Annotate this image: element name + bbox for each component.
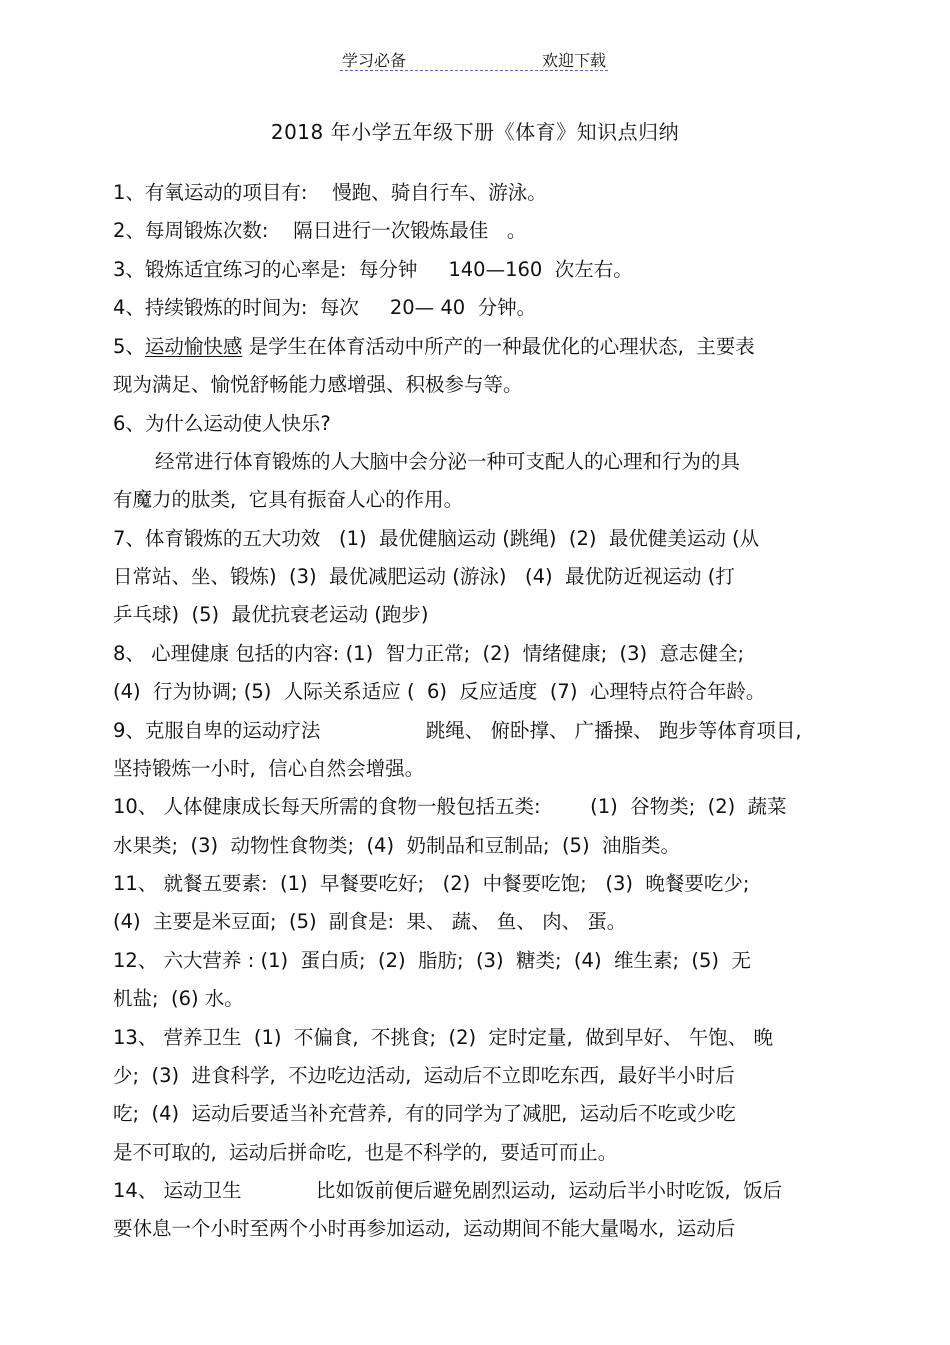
item-13-line-4: 是不可取的, 运动后拼命吃, 也是不科学的, 要适可而止。	[113, 1141, 618, 1164]
item-14-line-1: 14、 运动卫生 比如饭前便后避免剧烈运动, 运动后半小时吃饭, 饭后	[113, 1179, 783, 1202]
item-5-line-1	[113, 335, 755, 359]
item-6-answer-line-1: 经常进行体育锻炼的人大脑中会分泌一种可支配人的心理和行为的具	[155, 450, 741, 473]
page-header	[340, 48, 608, 71]
header-right-text: 欢迎下载	[541, 51, 606, 70]
item-13-line-3: 吃; (4) 运动后要适当补充营养, 有的同学为了减肥, 运动后不吃或少吃	[113, 1102, 736, 1125]
item-4-line: 4、持续锻炼的时间为: 每次 20— 40 分钟。	[113, 296, 537, 319]
item-7-line-2: 日常站、坐、锻炼) (3) 最优减肥运动 (游泳) (4) 最优防近视运动 (打	[113, 565, 735, 588]
item-7-line-1: 7、体育锻炼的五大功效 (1) 最优健脑运动 (跳绳) (2) 最优健美运动 (从	[113, 527, 760, 550]
item-12-line-2: 机盐; (6) 水。	[113, 987, 244, 1010]
item-8-line-2: (4) 行为协调; (5) 人际关系适应 ( 6) 反应适度 (7) 心理特点符合年龄。	[113, 680, 766, 703]
item-10-line-2: 水果类; (3) 动物性食物类; (4) 奶制品和豆制品; (5) 油脂类。	[113, 834, 680, 857]
item-8-line-1: 8、 心理健康 包括的内容: (1) 智力正常; (2) 情绪健康; (3) 意志健全;	[113, 642, 745, 665]
item-9-line-1: 9、克服自卑的运动疗法 跳绳、 俯卧撑、 广播操、 跑步等体育项目,	[113, 719, 802, 742]
item-1-line: 1、有氧运动的项目有: 慢跑、骑自行车、游泳。	[113, 181, 547, 204]
underlined-term: 运动愉快感	[144, 335, 243, 358]
document-title: 2018 年小学五年级下册《体育》知识点归纳	[270, 120, 680, 144]
item-2-line: 2、每周锻炼次数: 隔日进行一次锻炼最佳 。	[113, 219, 527, 242]
item-14-line-2: 要休息一个小时至两个小时再参加运动, 运动期间不能大量喝水, 运动后	[113, 1217, 736, 1240]
item-12-line-1: 12、 六大营养 : (1) 蛋白质; (2) 脂肪; (3) 糖类; (4) 维生素; (5) 无	[113, 949, 751, 972]
item-13-line-1: 13、 营养卫生 (1) 不偏食, 不挑食; (2) 定时定量, 做到早好、 午饱、 晚	[113, 1026, 774, 1049]
item-6-answer-line-2: 有魔力的肽类, 它具有振奋人心的作用。	[113, 488, 464, 511]
item-3-line: 3、锻炼适宜练习的心率是: 每分钟 140—160 次左右。	[113, 258, 633, 281]
item-9-line-2: 坚持锻炼一小时, 信心自然会增强。	[113, 757, 425, 780]
item-11-line-2: (4) 主要是米豆面; (5) 副食是: 果、 蔬、 鱼、 肉、 蛋。	[113, 910, 627, 933]
item-11-line-1: 11、 就餐五要素: (1) 早餐要吃好; (2) 中餐要吃饱; (3) 晚餐要吃少;	[113, 872, 750, 895]
item-5-number: 5、	[113, 335, 145, 358]
item-6-line: 6、为什么运动使人快乐?	[113, 412, 331, 435]
header-left-text: 学习必备	[342, 51, 407, 70]
item-5-text: 是学生在体育活动中所产的一种最优化的心理状态, 主要表	[242, 335, 755, 358]
item-7-line-3: 乒乓球) (5) 最优抗衰老运动 (跑步)	[113, 603, 429, 626]
item-5-line-2: 现为满足、愉悦舒畅能力感增强、积极参与等。	[113, 373, 523, 396]
item-13-line-2: 少; (3) 进食科学, 不边吃边活动, 运动后不立即吃东西, 最好半小时后	[113, 1064, 735, 1087]
item-10-line-1: 10、 人体健康成长每天所需的食物一般包括五类: (1) 谷物类; (2) 蔬菜	[113, 795, 787, 818]
